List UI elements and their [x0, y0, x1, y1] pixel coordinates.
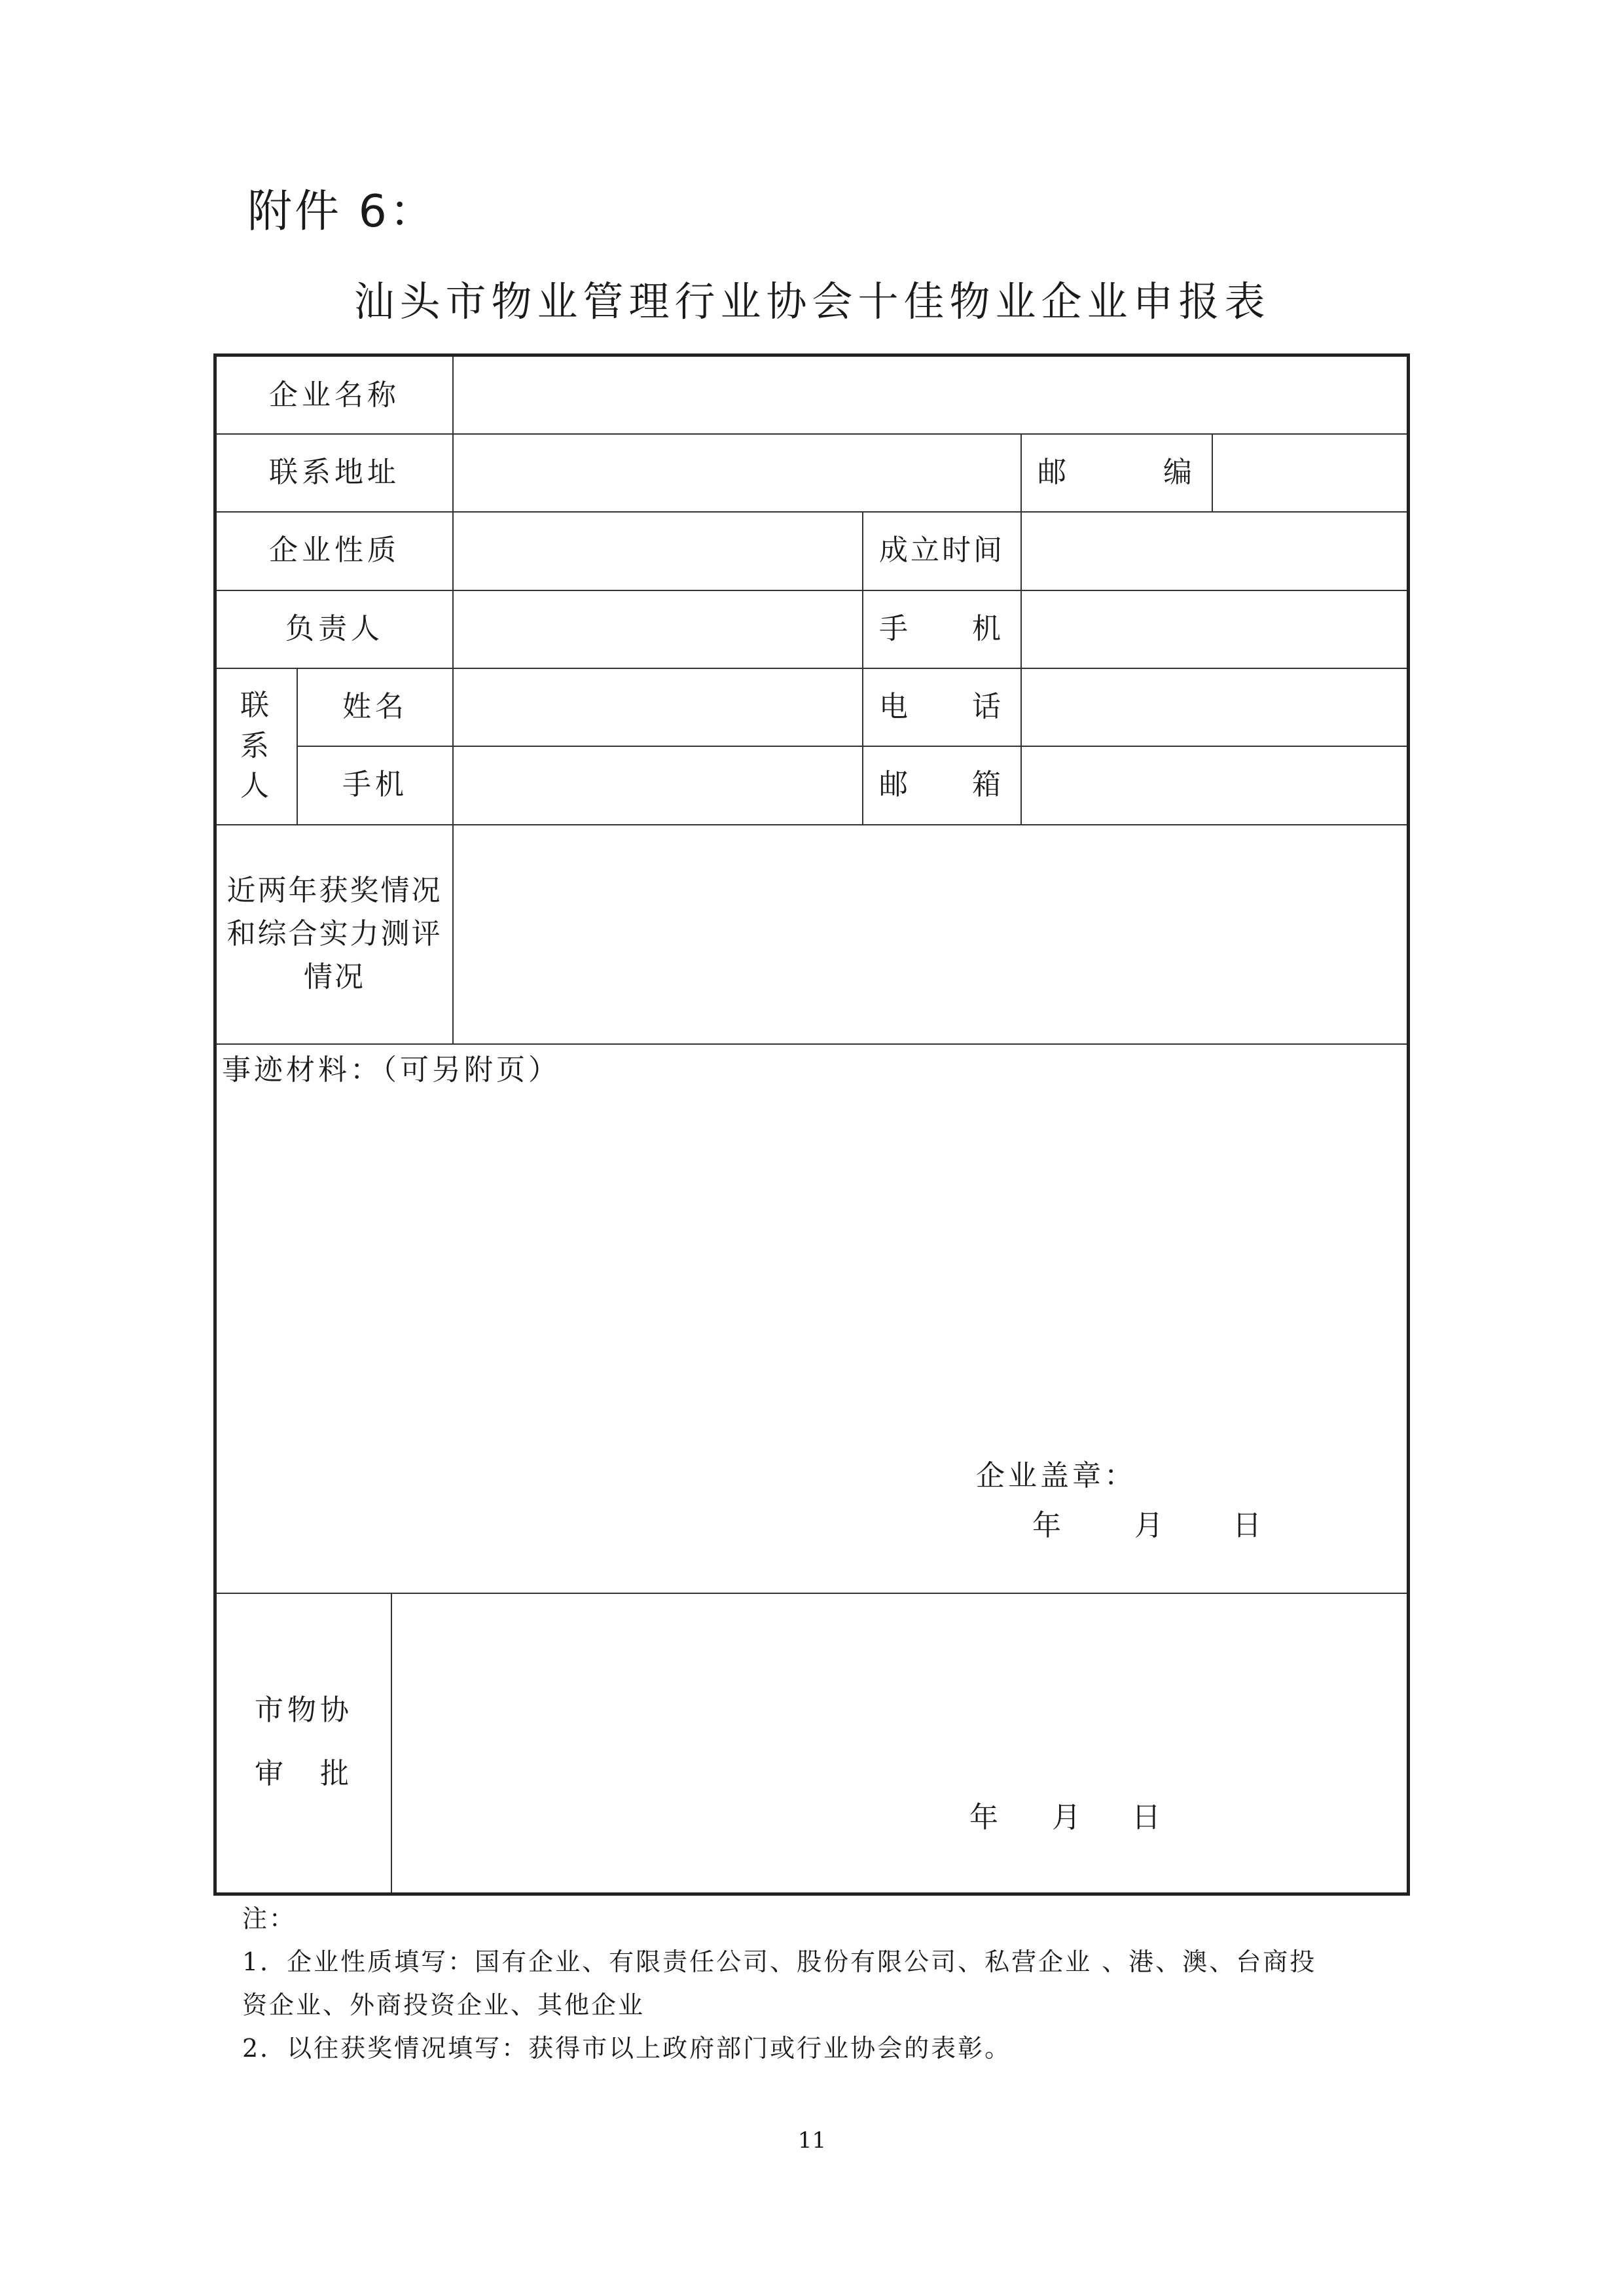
- address-field[interactable]: [454, 433, 1020, 511]
- contact-mobile-label: 手机: [342, 768, 408, 802]
- seal-date-month: 月: [1134, 1509, 1167, 1543]
- contact-mobile-field[interactable]: [454, 746, 862, 824]
- note-line-2: 资企业、外商投资企业、其他企业: [242, 1991, 645, 2019]
- application-form-table: [213, 353, 1410, 1896]
- established-date-label: 成立时间: [879, 533, 1005, 568]
- email-field[interactable]: [1022, 746, 1407, 824]
- manager-mobile-field[interactable]: [1022, 590, 1407, 668]
- seal-date-day: 日: [1233, 1509, 1265, 1543]
- approval-date-month: 月: [1052, 1801, 1085, 1835]
- email-label: 邮 箱: [879, 768, 1005, 802]
- deeds-field[interactable]: [217, 1090, 1407, 1456]
- attachment-label: 附件 6：: [247, 186, 437, 238]
- phone-field[interactable]: [1022, 668, 1407, 746]
- awards-label: 近两年获奖情况 和综合实力测评 情况: [226, 873, 442, 994]
- manager-mobile-label: 手 机: [879, 611, 1005, 645]
- company-nature-label: 企业性质: [269, 533, 400, 568]
- form-title: 汕头市物业管理行业协会十佳物业企业申报表: [353, 278, 1271, 325]
- postcode-label: 邮 编: [1038, 455, 1196, 489]
- approval-field[interactable]: [392, 1593, 1407, 1892]
- manager-field[interactable]: [454, 590, 862, 668]
- company-name-label: 企业名称: [269, 378, 400, 412]
- company-name-field[interactable]: [454, 357, 1407, 433]
- approval-label: 市物协 审 批: [255, 1693, 353, 1790]
- approval-date-year: 年: [969, 1801, 1002, 1835]
- postcode-field[interactable]: [1213, 433, 1407, 511]
- note-line-3: 2．以往获奖情况填写：获得市以上政府部门或行业协会的表彰。: [242, 2034, 1012, 2063]
- note-line-1: 1．企业性质填写：国有企业、有限责任公司、股份有限公司、私营企业 、港、澳、台商投: [242, 1947, 1317, 1976]
- established-date-field[interactable]: [1022, 511, 1407, 590]
- contact-name-label: 姓名: [342, 689, 408, 723]
- company-nature-field[interactable]: [454, 511, 862, 590]
- phone-label: 电 话: [879, 689, 1005, 723]
- company-seal-label: 企业盖章：: [976, 1459, 1136, 1493]
- contact-person-label: 联 系 人: [240, 689, 273, 803]
- address-label: 联系地址: [269, 455, 400, 489]
- awards-field[interactable]: [454, 824, 1407, 1043]
- approval-date-day: 日: [1132, 1801, 1164, 1835]
- seal-date-year: 年: [1032, 1509, 1065, 1543]
- notes: [242, 1897, 1407, 2070]
- notes-heading: 注：: [242, 1904, 297, 1933]
- page-number: 11: [797, 2127, 827, 2154]
- deeds-label: 事迹材料：（可另附页）: [222, 1053, 560, 1087]
- contact-name-field[interactable]: [454, 668, 862, 746]
- manager-label: 负责人: [285, 611, 384, 645]
